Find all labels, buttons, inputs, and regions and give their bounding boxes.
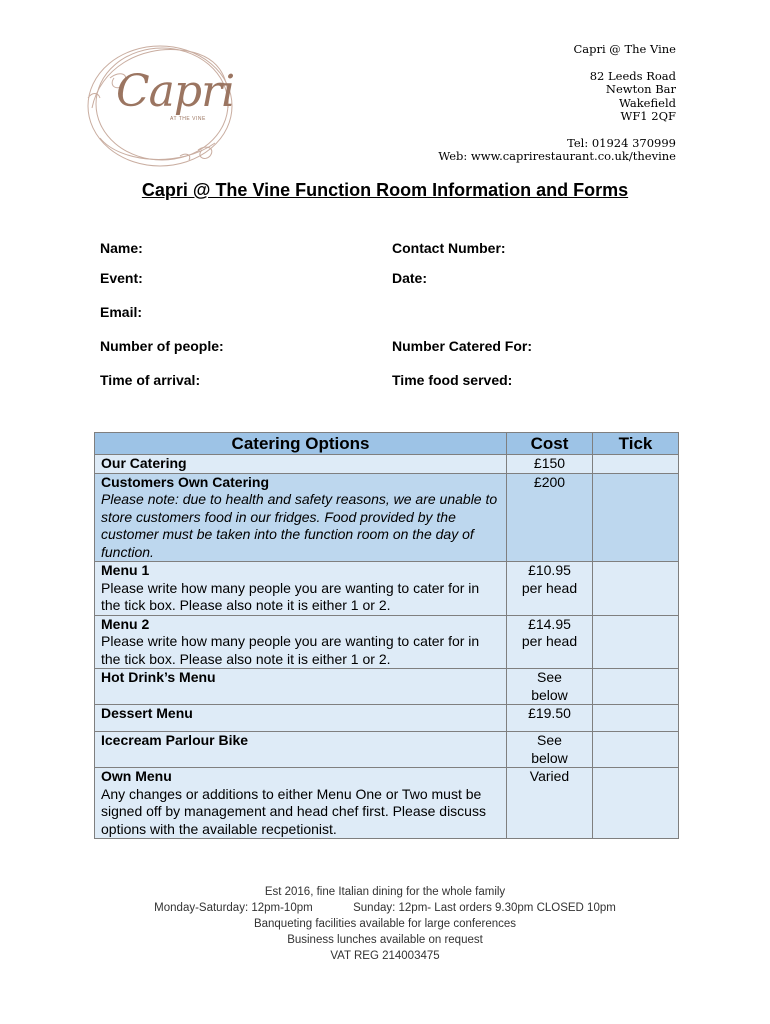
- tick-box[interactable]: [593, 455, 679, 474]
- header-catering-options: Catering Options: [95, 433, 507, 455]
- item-cost: See: [537, 732, 562, 748]
- item-name: Icecream Parlour Bike: [101, 732, 249, 748]
- item-cost: £150: [533, 455, 566, 471]
- table-row: [95, 615, 679, 669]
- footer: [0, 884, 770, 964]
- table-header-row: [95, 433, 679, 455]
- footer-lunches: Business lunches available on request: [287, 934, 483, 946]
- address-web: Web: www.caprirestaurant.co.uk/thevine: [438, 149, 676, 163]
- item-name: Hot Drink’s Menu: [101, 669, 216, 685]
- table-row: [95, 705, 679, 732]
- table-row: [95, 732, 679, 768]
- address-line1: 82 Leeds Road: [589, 68, 676, 83]
- tick-box[interactable]: [593, 705, 679, 732]
- address-postcode: WF1 2QF: [620, 109, 676, 123]
- item-cost-unit: below: [531, 749, 568, 766]
- header-tick: Tick: [593, 433, 679, 455]
- table-row: [95, 768, 679, 839]
- item-name: Menu 1: [101, 562, 150, 578]
- item-name: Our Catering: [101, 455, 187, 471]
- item-name: Own Menu: [101, 768, 172, 784]
- address-block: [376, 43, 676, 164]
- table-row: [95, 562, 679, 616]
- name-label: Name:: [100, 240, 143, 256]
- item-cost-unit: per head: [521, 633, 578, 649]
- item-name: Customers Own Catering: [101, 473, 270, 490]
- address-line3: Wakefield: [619, 95, 676, 110]
- item-cost: £14.95: [528, 615, 571, 632]
- footer-banqueting: Banqueting facilities available for large conferences: [253, 918, 517, 930]
- item-name: Dessert Menu: [101, 705, 193, 721]
- item-cost: £200: [533, 473, 566, 490]
- footer-hours: [0, 900, 770, 916]
- event-label: Event:: [100, 270, 143, 286]
- address-line2: Newton Bar: [605, 82, 676, 96]
- footer-vat: VAT REG 214003475: [330, 950, 440, 962]
- number-of-people-label: Number of people:: [100, 338, 224, 354]
- contact-number-label: Contact Number:: [392, 240, 506, 256]
- logo-wordmark: Capri: [116, 66, 235, 117]
- footer-hours-sunday: Sunday: 12pm- Last orders 9.30pm CLOSED 10pm: [353, 902, 616, 914]
- date-label: Date:: [392, 270, 428, 286]
- item-description: Please write how many people you are wanting to cater for in the tick box. Please also note it is either 1 or 2.: [101, 579, 480, 613]
- header-cost: Cost: [507, 433, 593, 455]
- item-name: Menu 2: [101, 615, 150, 632]
- time-of-arrival-label: Time of arrival:: [100, 372, 201, 388]
- footer-hours-weekday: Monday-Saturday: 12pm-10pm: [154, 902, 313, 914]
- tick-box[interactable]: [593, 562, 679, 616]
- item-cost: See: [537, 669, 562, 685]
- footer-tagline: Est 2016, fine Italian dining for the whole family: [264, 886, 506, 898]
- page-title: Capri @ The Vine Function Room Information and Forms: [141, 180, 629, 200]
- tick-box[interactable]: [593, 615, 679, 669]
- number-catered-label: Number Catered For:: [392, 338, 533, 354]
- table-row: [95, 455, 679, 474]
- logo-subtitle: AT THE VINE: [170, 116, 206, 122]
- address-name: Capri @ The Vine: [573, 42, 676, 56]
- email-label: Email:: [100, 304, 143, 320]
- time-food-served-label: Time food served:: [392, 372, 513, 388]
- item-cost-unit: per head: [521, 579, 578, 596]
- tick-box[interactable]: [593, 732, 679, 768]
- item-cost: £10.95: [528, 562, 571, 578]
- item-cost-unit: below: [531, 686, 568, 703]
- item-description: Any changes or additions to either Menu One or Two must be signed off by management and head chef first. Please discuss options with the available recpetionist.: [101, 785, 486, 837]
- tick-box[interactable]: [593, 768, 679, 839]
- address-tel: Tel: 01924 370999: [567, 135, 676, 150]
- catering-options-table: [94, 432, 679, 839]
- table-row: [95, 669, 679, 705]
- table-row: [95, 473, 679, 562]
- tick-box[interactable]: [593, 669, 679, 705]
- item-cost: £19.50: [528, 705, 571, 721]
- tick-box[interactable]: [593, 473, 679, 562]
- item-cost: Varied: [529, 768, 570, 784]
- item-description: Please write how many people you are wanting to cater for in the tick box. Please also note it is either 1 or 2.: [101, 633, 480, 667]
- item-note: Please note: due to health and safety reasons, we are unable to store customers food in our fridges. Food provided by the customer must be taken into the function room on the day of function.: [101, 491, 498, 560]
